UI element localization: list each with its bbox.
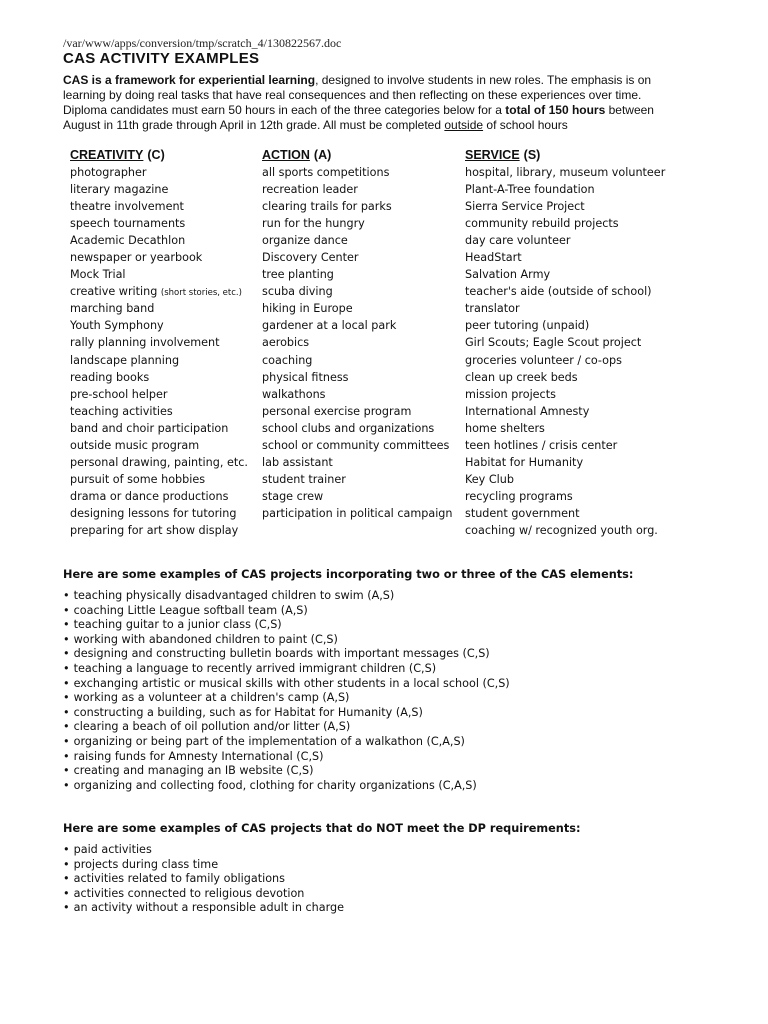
not-meet-item — [63, 887, 344, 902]
service-item — [465, 198, 685, 215]
page-title: CAS ACTIVITY EXAMPLES — [63, 50, 260, 67]
not-meet-list — [63, 843, 344, 916]
service-item-text: Plant-A-Tree foundation — [465, 183, 595, 197]
service-item-text: HeadStart — [465, 251, 522, 265]
intro-paragraph — [63, 73, 683, 133]
creativity-item-text: rally planning involvement — [70, 336, 220, 350]
action-item — [262, 283, 462, 300]
service-item-text: teen hotlines / crisis center — [465, 438, 618, 452]
example-item-text: exchanging artistic or musical skills with other students in a local school (C,S) — [73, 676, 510, 690]
action-item-text: lab assistant — [262, 455, 333, 469]
service-column — [465, 146, 685, 539]
not-meet-item-text: paid activities — [73, 843, 152, 856]
service-item-text: coaching w/ recognized youth org. — [465, 523, 658, 537]
action-item-text: Discovery Center — [262, 251, 359, 265]
not-meet-item-text: activities connected to religious devotion — [73, 886, 305, 900]
example-item — [63, 604, 510, 619]
action-item-text: tree planting — [262, 268, 334, 282]
creativity-item-text: theatre involvement — [70, 200, 184, 214]
creativity-item — [70, 505, 255, 522]
creativity-item-text: preparing for art show display — [70, 523, 239, 537]
example-item — [63, 764, 510, 779]
action-item — [262, 437, 462, 454]
example-item — [63, 691, 510, 706]
service-item-text: Sierra Service Project — [465, 200, 585, 214]
creativity-item-text: pre-school helper — [70, 387, 168, 401]
example-item-text: clearing a beach of oil pollution and/or litter (A,S) — [73, 720, 351, 734]
example-item-text: teaching physically disadvantaged children to swim (A,S) — [73, 589, 395, 602]
creativity-item-text: band and choir participation — [70, 421, 229, 435]
action-item — [262, 181, 462, 198]
action-item-text: school clubs and organizations — [262, 421, 435, 435]
creativity-item-text: designing lessons for tutoring — [70, 506, 237, 520]
creativity-item-text: literary magazine — [70, 183, 169, 197]
service-item-text: Key Club — [465, 472, 514, 486]
action-item — [262, 266, 462, 283]
service-heading — [465, 146, 685, 164]
service-item-text: Salvation Army — [465, 268, 551, 282]
action-item-text: personal exercise program — [262, 404, 412, 418]
action-item — [262, 420, 462, 437]
service-item-text: clean up creek beds — [465, 370, 578, 384]
action-item — [262, 403, 462, 420]
service-item — [465, 471, 685, 488]
example-item-text: constructing a building, such as for Habitat for Humanity (A,S) — [73, 705, 423, 719]
example-item-text: teaching a language to recently arrived immigrant children (C,S) — [73, 661, 437, 675]
service-item-text: day care volunteer — [465, 234, 571, 248]
service-item — [465, 369, 685, 386]
service-item-text: student government — [465, 506, 580, 520]
creativity-item-text: Youth Symphony — [70, 319, 164, 333]
creativity-item — [70, 232, 255, 249]
service-item — [465, 283, 685, 300]
action-item — [262, 352, 462, 369]
not-meet-item-text: an activity without a responsible adult in charge — [73, 901, 344, 915]
action-item — [262, 334, 462, 351]
example-item-text: organizing and collecting food, clothing for charity organizations (C,A,S) — [73, 778, 477, 792]
service-item — [465, 420, 685, 437]
creativity-item — [70, 300, 255, 317]
not-meet-item-text: projects during class time — [73, 857, 219, 871]
service-item — [465, 454, 685, 471]
creativity-item — [70, 454, 255, 471]
file-path: /var/www/apps/conversion/tmp/scratch_4/130822567.doc — [63, 36, 342, 50]
creativity-heading — [70, 146, 255, 164]
action-item — [262, 369, 462, 386]
service-item-text: recycling programs — [465, 489, 573, 503]
action-item-text: walkathons — [262, 387, 326, 401]
example-item — [63, 589, 510, 604]
example-item — [63, 735, 510, 750]
service-item — [465, 437, 685, 454]
action-item-text: school or community committees — [262, 438, 450, 452]
action-item-text: hiking in Europe — [262, 302, 353, 316]
service-item — [465, 403, 685, 420]
creativity-item — [70, 369, 255, 386]
example-item-text: raising funds for Amnesty International (C,S) — [73, 749, 324, 763]
service-item-text: teacher's aide (outside of school) — [465, 285, 652, 299]
service-item-text: translator — [465, 302, 520, 316]
creativity-item-text: photographer — [70, 166, 147, 179]
example-item-text: working as a volunteer at a children's camp (A,S) — [73, 691, 350, 705]
action-item — [262, 198, 462, 215]
creativity-item — [70, 437, 255, 454]
creativity-list — [70, 164, 255, 539]
intro-part1: , designed to involve students in new roles. The emphasis is on learning by doing real tasks that have real consequences and then reflecting on these experiences over time. Diploma candidates must earn 50 hours in each of the three categories below for a — [63, 73, 652, 117]
action-item-text: participation in political campaign — [262, 506, 453, 520]
service-item — [465, 300, 685, 317]
action-column — [262, 146, 462, 522]
creativity-item — [70, 420, 255, 437]
creativity-item — [70, 317, 255, 334]
not-meet-item — [63, 901, 344, 916]
not-meet-item — [63, 843, 344, 858]
service-item — [465, 181, 685, 198]
creativity-item — [70, 386, 255, 403]
creativity-item — [70, 352, 255, 369]
creativity-item-text: reading books — [70, 370, 150, 384]
action-item — [262, 505, 462, 522]
service-item — [465, 386, 685, 403]
intro-outside: outside — [444, 118, 484, 132]
service-item — [465, 249, 685, 266]
creativity-item — [70, 403, 255, 420]
service-item — [465, 266, 685, 283]
creativity-item — [70, 522, 255, 539]
creativity-item — [70, 334, 255, 351]
action-item — [262, 454, 462, 471]
creativity-item-text: teaching activities — [70, 404, 173, 418]
action-item-text: run for the hungry — [262, 217, 365, 231]
action-heading-name: ACTION — [262, 148, 310, 162]
action-item — [262, 215, 462, 232]
action-item-text: stage crew — [262, 489, 324, 503]
creativity-item — [70, 471, 255, 488]
example-item — [63, 618, 510, 633]
service-item — [465, 334, 685, 351]
service-item — [465, 232, 685, 249]
example-item — [63, 662, 510, 677]
example-item — [63, 706, 510, 721]
creativity-heading-letter: (C) — [147, 148, 165, 162]
example-item — [63, 750, 510, 765]
example-item-text: designing and constructing bulletin boards with important messages (C,S) — [73, 647, 490, 661]
creativity-item — [70, 283, 255, 300]
action-item-text: recreation leader — [262, 183, 358, 197]
not-meet-item — [63, 858, 344, 873]
action-heading — [262, 146, 462, 164]
examples-heading: Here are some examples of CAS projects incorporating two or three of the CAS elements: — [63, 568, 634, 581]
creativity-item — [70, 164, 255, 181]
creativity-item — [70, 215, 255, 232]
action-item-text: clearing trails for parks — [262, 200, 392, 214]
action-item-text: aerobics — [262, 336, 310, 350]
action-item — [262, 317, 462, 334]
creative-writing-note: (short stories, etc.) — [160, 288, 242, 299]
creativity-item — [70, 266, 255, 283]
creativity-column — [70, 146, 255, 539]
service-heading-letter: (S) — [523, 148, 541, 162]
action-item — [262, 471, 462, 488]
service-item-text: International Amnesty — [465, 404, 590, 418]
not-meet-heading: Here are some examples of CAS projects that do NOT meet the DP requirements: — [63, 822, 581, 835]
service-item — [465, 505, 685, 522]
example-item — [63, 677, 510, 692]
action-item — [262, 164, 462, 181]
service-heading-name: SERVICE — [465, 148, 520, 162]
creativity-item-text: personal drawing, painting, etc. — [70, 455, 248, 469]
action-item-text: organize dance — [262, 234, 348, 248]
creativity-item-text: creative writing — [70, 285, 158, 299]
service-item-text: home shelters — [465, 421, 545, 435]
creativity-item — [70, 488, 255, 505]
service-item — [465, 215, 685, 232]
service-item — [465, 488, 685, 505]
service-item — [465, 352, 685, 369]
not-meet-item-text: activities related to family obligations — [73, 872, 285, 886]
action-item — [262, 386, 462, 403]
example-item — [63, 720, 510, 735]
creativity-item-text: Mock Trial — [70, 268, 126, 282]
example-item-text: creating and managing an IB website (C,S) — [73, 764, 314, 778]
creativity-item-text: marching band — [70, 302, 155, 316]
creativity-item — [70, 198, 255, 215]
service-item-text: Habitat for Humanity — [465, 455, 584, 469]
not-meet-item — [63, 872, 344, 887]
creativity-heading-name: CREATIVITY — [70, 148, 144, 162]
action-list — [262, 164, 462, 522]
action-item — [262, 232, 462, 249]
action-item-text: gardener at a local park — [262, 319, 397, 333]
action-item — [262, 488, 462, 505]
intro-total: total of 150 hours — [505, 103, 606, 117]
service-item — [465, 317, 685, 334]
example-item-text: coaching Little League softball team (A,S) — [73, 603, 308, 617]
intro-lead: CAS is a framework for experiential learning — [63, 73, 316, 87]
example-item — [63, 779, 510, 794]
example-item-text: organizing or being part of the implementation of a walkathon (C,A,S) — [73, 734, 465, 748]
creativity-item — [70, 249, 255, 266]
action-heading-letter: (A) — [313, 148, 332, 162]
creativity-item — [70, 181, 255, 198]
creativity-item-text: newspaper or yearbook — [70, 251, 203, 265]
service-list — [465, 164, 685, 539]
service-item — [465, 164, 685, 181]
examples-list — [63, 589, 510, 793]
example-item-text: working with abandoned children to paint (C,S) — [73, 632, 338, 646]
service-item-text: hospital, library, museum volunteer — [465, 166, 666, 179]
action-item — [262, 300, 462, 317]
creativity-item-text: outside music program — [70, 438, 200, 452]
creativity-item-text: drama or dance productions — [70, 489, 229, 503]
intro-part2: between August in 11th grade through April in 12th grade. All must be completed — [63, 103, 654, 132]
creativity-item-text: Academic Decathlon — [70, 234, 186, 248]
intro-part3: of school hours — [483, 118, 568, 132]
service-item-text: community rebuild projects — [465, 217, 619, 231]
service-item-text: Girl Scouts; Eagle Scout project — [465, 336, 642, 350]
action-item-text: coaching — [262, 353, 313, 367]
creativity-item-text: landscape planning — [70, 353, 180, 367]
example-item — [63, 647, 510, 662]
creativity-item-text: speech tournaments — [70, 217, 186, 231]
action-item-text: all sports competitions — [262, 166, 390, 179]
action-item-text: physical fitness — [262, 370, 349, 384]
service-item-text: groceries volunteer / co-ops — [465, 353, 622, 367]
service-item-text: mission projects — [465, 387, 556, 401]
service-item-text: peer tutoring (unpaid) — [465, 319, 590, 333]
action-item-text: scuba diving — [262, 285, 333, 299]
example-item — [63, 633, 510, 648]
action-item — [262, 249, 462, 266]
creativity-item-text: pursuit of some hobbies — [70, 472, 206, 486]
action-item-text: student trainer — [262, 472, 346, 486]
example-item-text: teaching guitar to a junior class (C,S) — [73, 618, 282, 632]
service-item — [465, 522, 685, 539]
